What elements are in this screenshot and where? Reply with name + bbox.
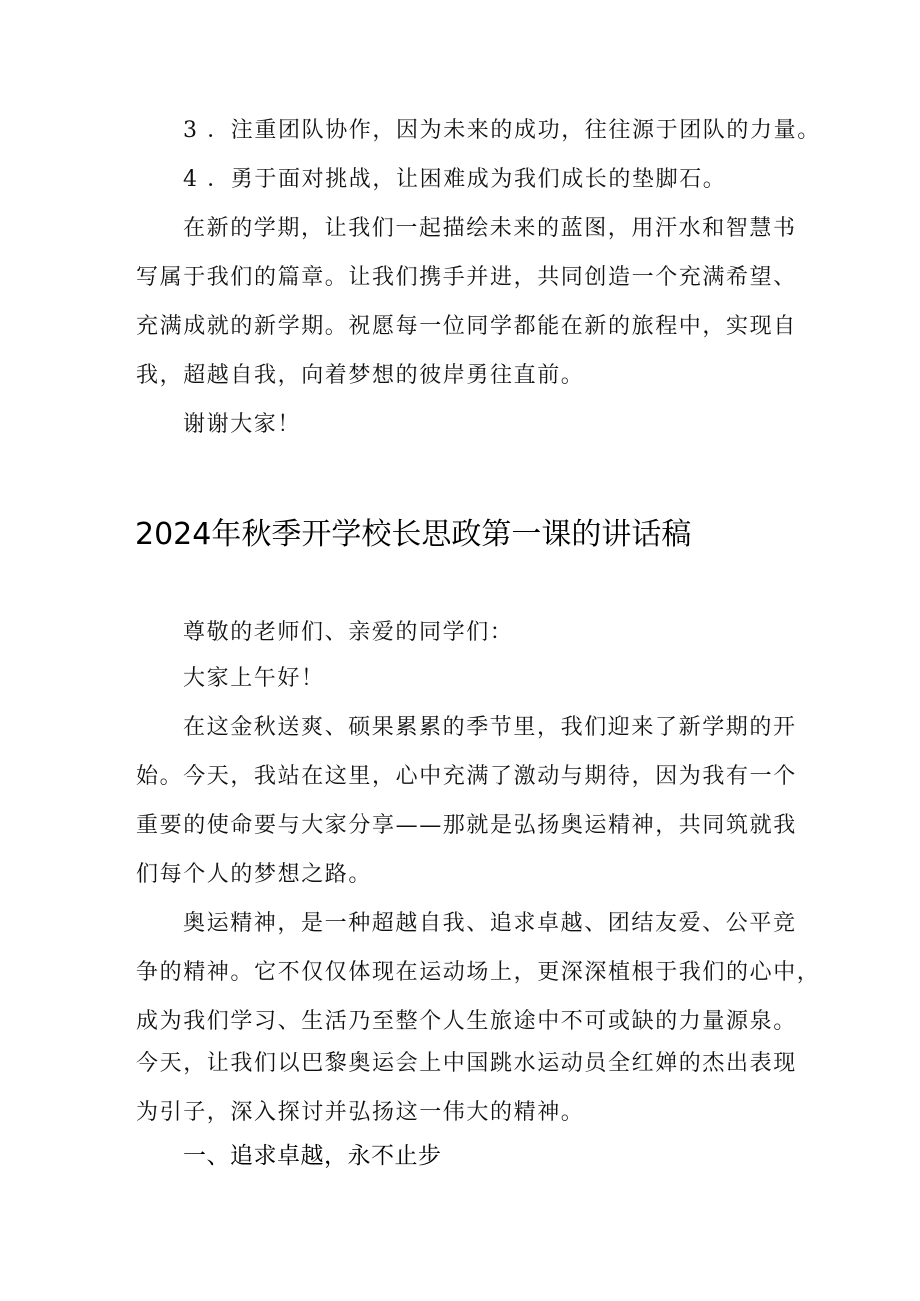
paragraph-line: 们每个人的梦想之路。 bbox=[136, 862, 373, 887]
speech-title: 2024年秋季开学校长思政第一课的讲话稿 bbox=[135, 517, 692, 552]
paragraph-line: 奥运精神，是一种超越自我、追求卓越、团结友爱、公平竞 bbox=[183, 911, 797, 936]
salutation: 尊敬的老师们、亲爱的同学们： bbox=[183, 620, 514, 645]
paragraph-line: 争的精神。它不仅仅体现在运动场上，更深深植根于我们的心中， bbox=[136, 960, 821, 985]
paragraph-line: 充满成就的新学期。祝愿每一位同学都能在新的旅程中，实现自 bbox=[136, 314, 797, 339]
paragraph-line: 今天，让我们以巴黎奥运会上中国跳水运动员全红婵的杰出表现 bbox=[136, 1051, 797, 1076]
paragraph-line: 写属于我们的篇章。让我们携手并进，共同创造一个充满希望、 bbox=[136, 265, 797, 290]
section-heading: 一、追求卓越，永不止步 bbox=[183, 1143, 442, 1169]
paragraph-line: 成为我们学习、生活乃至整个人生旅途中不可或缺的力量源泉。 bbox=[136, 1009, 797, 1034]
paragraph-line: 我，超越自我，向着梦想的彼岸勇往直前。 bbox=[136, 363, 585, 388]
paragraph-line: 为引子，深入探讨并弘扬这一伟大的精神。 bbox=[136, 1100, 585, 1125]
list-item-3: 3 ．注重团队协作，因为未来的成功，往往源于团队的力量。 bbox=[183, 118, 821, 143]
paragraph-line: 在新的学期，让我们一起描绘未来的蓝图，用汗水和智慧书 bbox=[183, 216, 797, 241]
paragraph-line: 在这金秋送爽、硕果累累的季节里，我们迎来了新学期的开 bbox=[183, 715, 797, 740]
greeting: 大家上午好！ bbox=[183, 666, 325, 691]
paragraph-line: 始。今天，我站在这里，心中充满了激动与期待，因为我有一个 bbox=[136, 764, 797, 789]
paragraph-line: 重要的使命要与大家分享——那就是弘扬奥运精神，共同筑就我 bbox=[136, 813, 797, 838]
thanks-line: 谢谢大家！ bbox=[183, 412, 302, 437]
list-item-4: 4 ．勇于面对挑战，让困难成为我们成长的垫脚石。 bbox=[183, 167, 727, 192]
